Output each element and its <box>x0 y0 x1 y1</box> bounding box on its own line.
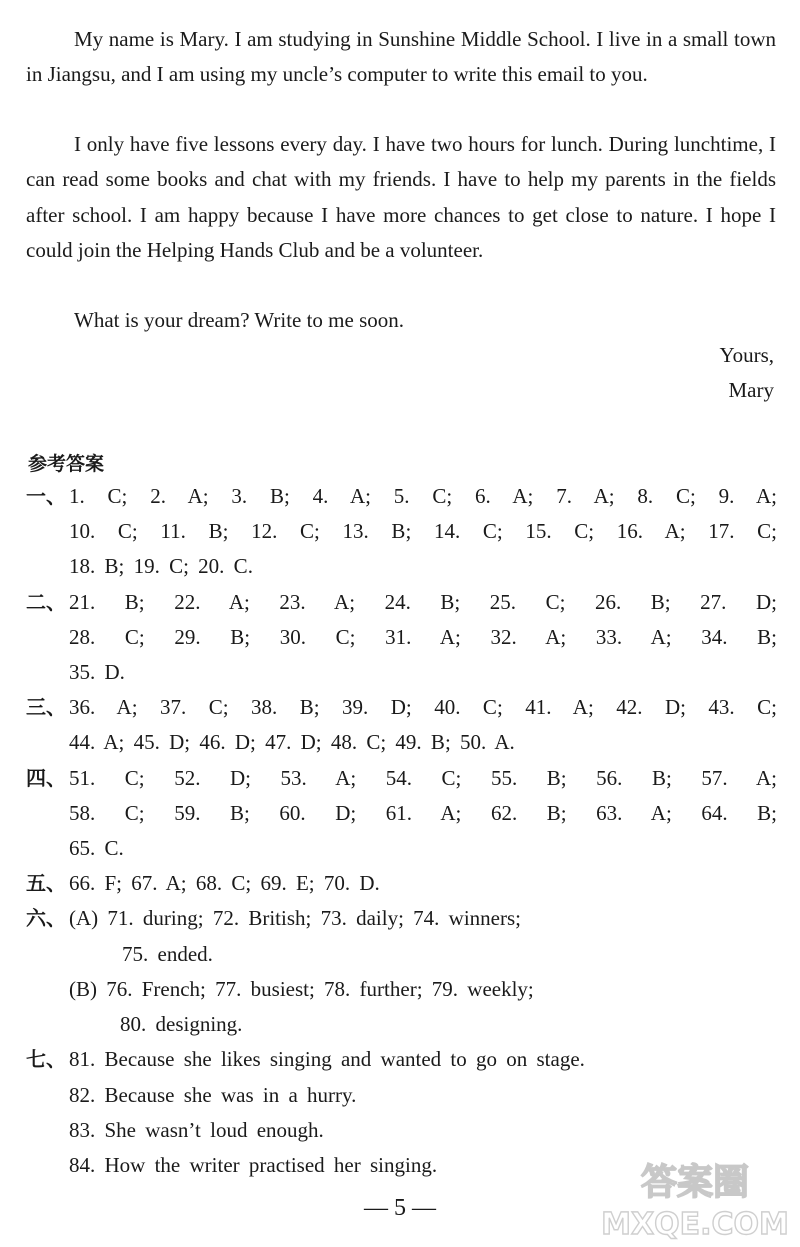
answer-row <box>26 619 778 655</box>
answer-row <box>26 478 778 514</box>
answer-text: 1. C; 2. A; 3. B; 4. A; 5. C; 6. A; 7. A; 8. C; 9. A; <box>69 484 777 508</box>
answer-row <box>26 1077 778 1113</box>
letter-paragraph-1: My name is Mary. I am studying in Sunshine Middle School. I live in a small town in Jiangsu, and I am using my uncle’s computer to write this email to you. <box>26 27 776 87</box>
letter-paragraph-3: What is your dream? Write to me soon. <box>74 308 405 332</box>
letter-closing: Yours, <box>719 343 774 367</box>
section-number: 四、 <box>26 766 66 790</box>
answer-row <box>26 1112 778 1148</box>
section-number: 二、 <box>26 590 66 614</box>
answer-text: 83. She wasn’t loud enough. <box>69 1118 324 1142</box>
answer-text: 10. C; 11. B; 12. C; 13. B; 14. C; 15. C; 16. A; 17. C; <box>69 519 777 543</box>
answer-row <box>26 548 778 584</box>
letter-signature: Mary <box>728 378 774 402</box>
answer-row <box>26 1006 778 1042</box>
answer-text: 18. B; 19. C; 20. C. <box>69 554 253 578</box>
answer-row <box>26 689 778 725</box>
answer-row <box>26 936 778 972</box>
section-number: 一、 <box>26 484 66 508</box>
letter-paragraph-2: I only have five lessons every day. I have two hours for lunch. During lunchtime, I can read some books and chat with my friends. I have to help my parents in the fields after school. I am happy because I have more chances to get close to nature. I hope I could join the Helping Hands Club and be a volunteer. <box>26 132 776 262</box>
answer-row <box>26 724 778 760</box>
answer-text: 35. D. <box>69 660 125 684</box>
answer-text: 51. C; 52. D; 53. A; 54. C; 55. B; 56. B; 57. A; <box>69 766 777 790</box>
answer-row <box>26 830 778 866</box>
answer-text: 80. designing. <box>120 1012 243 1036</box>
answer-row <box>26 795 778 831</box>
section-number: 六、 <box>26 906 66 930</box>
answer-row <box>26 1041 778 1077</box>
answer-text: 58. C; 59. B; 60. D; 61. A; 62. B; 63. A; 64. B; <box>69 801 777 825</box>
answer-row <box>26 900 778 936</box>
answer-text: (A) 71. during; 72. British; 73. daily; 74. winners; <box>69 906 521 930</box>
watermark-logo <box>600 1150 790 1242</box>
section-number: 五、 <box>26 871 66 895</box>
watermark-title: 答案圈 <box>640 1162 750 1203</box>
answer-row <box>26 865 778 901</box>
answer-text: 28. C; 29. B; 30. C; 31. A; 32. A; 33. A; 34. B; <box>69 625 777 649</box>
section-number: 七、 <box>26 1047 66 1071</box>
answers-heading: 参考答案 <box>28 453 105 475</box>
answer-text: 44. A; 45. D; 46. D; 47. D; 48. C; 49. B; 50. A. <box>69 730 515 754</box>
answer-text: 75. ended. <box>122 942 213 966</box>
page-number: — 5 — <box>364 1195 436 1221</box>
answer-text: 66. F; 67. A; 68. C; 69. E; 70. D. <box>69 871 380 895</box>
watermark-url: MXQE.COM <box>601 1207 789 1242</box>
answer-row <box>26 513 778 549</box>
answer-row <box>26 971 778 1007</box>
answer-text: 84. How the writer practised her singing. <box>69 1153 438 1177</box>
answer-text: 81. Because she likes singing and wanted to go on stage. <box>69 1047 585 1071</box>
section-number: 三、 <box>26 695 66 719</box>
answer-text: 36. A; 37. C; 38. B; 39. D; 40. C; 41. A; 42. D; 43. C; <box>69 695 777 719</box>
answer-row <box>26 760 778 796</box>
answer-text: (B) 76. French; 77. busiest; 78. further; 79. weekly; <box>69 977 534 1001</box>
answer-row <box>26 584 778 620</box>
answer-text: 65. C. <box>69 836 124 860</box>
answer-text: 82. Because she was in a hurry. <box>69 1083 357 1107</box>
answer-row <box>26 654 778 690</box>
answer-text: 21. B; 22. A; 23. A; 24. B; 25. C; 26. B; 27. D; <box>69 590 777 614</box>
